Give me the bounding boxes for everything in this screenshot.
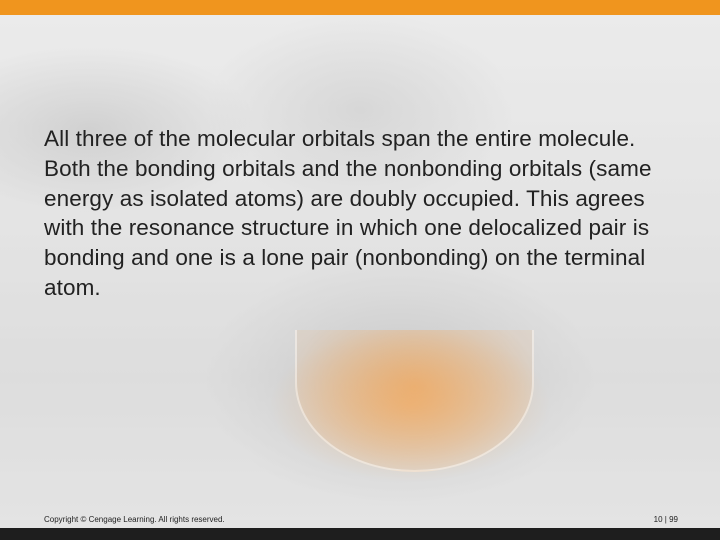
- bottom-bar: [0, 528, 720, 540]
- page-number: 10 | 99: [653, 515, 678, 524]
- top-accent-bar: [0, 0, 720, 15]
- slide-body-text: All three of the molecular orbitals span the entire molecule. Both the bonding orbitals and the nonbonding orbitals (same energy as isolated atoms) are doubly occupied. This agrees with the resonance structure in which one delocalized pair is bonding and one is a lone pair (nonbonding) on the terminal atom.: [44, 126, 652, 300]
- copyright-notice: Copyright © Cengage Learning. All rights reserved.: [44, 515, 225, 524]
